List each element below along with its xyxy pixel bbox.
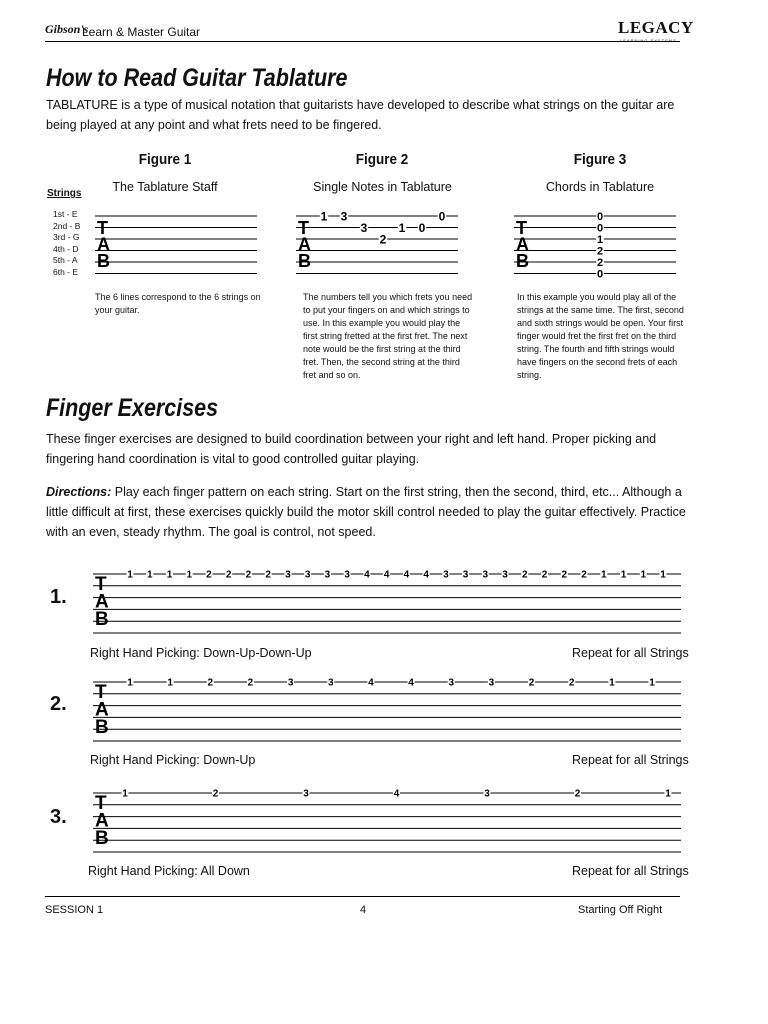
- fret-number: 2: [265, 569, 271, 581]
- exercise-2-picking: Right Hand Picking: Down-Up: [90, 753, 256, 767]
- fret-number: 2: [245, 569, 252, 581]
- tab-letter: B: [298, 251, 311, 272]
- fret-number: 1: [127, 677, 133, 689]
- publisher-logo: LEGACY: [618, 18, 694, 37]
- figure-3-title: Figure 3: [573, 151, 627, 168]
- fret-number: 1: [649, 677, 655, 689]
- fret-number: 3: [484, 788, 490, 800]
- fret-number: 1: [596, 233, 604, 246]
- fret-number: 3: [482, 569, 489, 581]
- fret-number: 1: [167, 677, 173, 689]
- fret-number: 1: [398, 220, 406, 235]
- fret-number: 1: [166, 569, 173, 581]
- fret-number: 4: [423, 569, 429, 581]
- tab-letter: A: [97, 234, 110, 255]
- brand-logo: Gibson's: [45, 22, 89, 36]
- fret-number: 1: [640, 569, 647, 581]
- fret-number: 3: [287, 677, 294, 689]
- exercise-3-picking: Right Hand Picking: All Down: [88, 864, 250, 878]
- fret-number: 4: [383, 569, 390, 581]
- footer-chapter: Starting Off Right: [578, 904, 663, 916]
- string-label: 2nd - B: [53, 220, 81, 231]
- string-label: 3rd - G: [53, 232, 80, 242]
- fret-number: 3: [502, 569, 508, 581]
- fret-number: 4: [393, 788, 400, 800]
- directions-text: [46, 482, 686, 542]
- fret-number: 2: [522, 569, 528, 581]
- fret-number: 1: [320, 209, 328, 224]
- exercise-2-staff: [93, 678, 681, 744]
- string-label: 4th - D: [53, 243, 79, 254]
- footer-rule: [45, 896, 680, 897]
- tab-letter: T: [95, 574, 107, 595]
- header-title: Learn & Master Guitar: [82, 25, 201, 39]
- figure-1-subtitle: The Tablature Staff: [112, 180, 218, 194]
- exercise-1-repeat: Repeat for all Strings: [572, 646, 689, 660]
- exercises-intro: These finger exercises are designed to build coordination between your right and left hand. Proper picking and fingering hand coordination is vital to good controlled guitar playing.: [46, 432, 657, 466]
- exercise-3-number: 3.: [50, 806, 67, 828]
- fret-number: 4: [403, 569, 410, 581]
- tab-letter: A: [95, 591, 109, 613]
- fret-number: 3: [304, 569, 311, 581]
- figure-3-subtitle: Chords in Tablature: [545, 180, 655, 194]
- exercise-1-staff: [93, 570, 681, 636]
- fret-number: 3: [360, 220, 368, 235]
- fret-number: 2: [541, 569, 548, 581]
- fret-number: 3: [303, 788, 309, 800]
- fret-number: 2: [528, 677, 535, 689]
- section-title-tablature: How to Read Guitar Tablature: [46, 64, 348, 92]
- fret-number: 0: [418, 220, 426, 235]
- tab-letter: A: [95, 699, 109, 721]
- fret-number: 2: [212, 788, 219, 800]
- fret-number: 1: [620, 569, 627, 581]
- tab-letter: B: [516, 251, 529, 272]
- fret-number: 1: [660, 569, 666, 581]
- tab-letter: A: [95, 810, 109, 832]
- tablature-intro: TABLATURE is a type of musical notation that guitarists have developed to describe what strings on the guitar are being played at any point and what frets need to be fingered.: [46, 98, 675, 132]
- fret-number: 1: [186, 569, 193, 581]
- tab-letter: T: [516, 218, 527, 238]
- tab-letter: B: [95, 716, 109, 738]
- fret-number: 0: [596, 222, 604, 235]
- fret-number: 1: [146, 569, 153, 581]
- figure-2-staff: [296, 209, 461, 278]
- figure-2-subtitle: Single Notes in Tablature: [313, 180, 452, 194]
- strings-legend: [53, 209, 83, 278]
- figure-2-title: Figure 2: [355, 151, 409, 168]
- fret-number: 3: [324, 569, 331, 581]
- exercise-1-picking: Right Hand Picking: Down-Up-Down-Up: [90, 646, 312, 660]
- fret-number: 3: [327, 677, 334, 689]
- string-label: 1st - E: [53, 209, 78, 219]
- fret-number: 0: [438, 209, 446, 224]
- fret-number: 2: [561, 569, 568, 581]
- fret-number: 1: [609, 677, 615, 689]
- tab-letter: A: [516, 234, 529, 255]
- fret-number: 2: [581, 569, 587, 581]
- figure-3-staff: [514, 210, 679, 281]
- footer-session: SESSION 1: [45, 904, 104, 916]
- fret-number: 3: [443, 569, 449, 581]
- fret-number: 1: [122, 788, 128, 800]
- figure-2-caption: The numbers tell you which frets you need to put your fingers on and which strings to use. In this example you would play the first string fretted at the first fret. The next note would be the first string at the third fret. Then, the second string at the third fret and so on.: [303, 292, 473, 380]
- tab-letter: B: [97, 251, 110, 272]
- directions-label: Directions:: [46, 485, 112, 499]
- string-label: 6th - E: [53, 266, 79, 277]
- fret-number: 0: [596, 210, 604, 223]
- fret-number: 3: [285, 569, 291, 581]
- fret-number: 3: [340, 209, 348, 224]
- fret-number: 4: [364, 569, 370, 581]
- fret-number: 3: [344, 569, 350, 581]
- fret-number: 3: [488, 677, 495, 689]
- footer-page-number: 4: [360, 904, 367, 916]
- tab-letter: A: [298, 234, 311, 255]
- figure-1-title: Figure 1: [138, 151, 192, 168]
- directions-body: Play each finger pattern on each string. Start on the first string, then the second, third, etc... Although a little difficult at first, these exercises quickly build the motor skill control needed to play the guitar effectively. Practice with an even, steady rhythm. The goal is control, not speed.: [46, 485, 686, 539]
- figure-1-staff: [95, 212, 260, 278]
- section-title-finger-exercises: Finger Exercises: [46, 394, 219, 422]
- exercise-1-number: 1.: [50, 586, 67, 608]
- header-rule: [45, 41, 680, 42]
- fret-number: 2: [596, 245, 604, 258]
- fret-number: 2: [379, 232, 387, 247]
- fret-number: 2: [225, 569, 232, 581]
- fret-number: 1: [600, 569, 607, 581]
- fret-number: 2: [574, 788, 581, 800]
- tab-letter: T: [298, 218, 309, 238]
- exercise-3-staff: [93, 789, 681, 855]
- figure-1-caption: The 6 lines correspond to the 6 strings on your guitar.: [95, 292, 261, 315]
- fret-number: 1: [665, 788, 671, 800]
- tab-letter: B: [95, 827, 109, 849]
- tab-letter: T: [97, 218, 108, 238]
- fret-number: 2: [207, 677, 214, 689]
- figure-3-caption: In this example you would play all of the strings at the same time. The first, second and sixth strings would be open. Your first finger would fret the first fret on the third string. The fourth and fifth strings would have fingers on the second frets of each string.: [517, 292, 684, 380]
- fret-number: 0: [596, 268, 604, 281]
- fret-number: 4: [408, 677, 414, 689]
- fret-number: 2: [206, 569, 212, 581]
- fret-number: 4: [368, 677, 374, 689]
- fret-number: 3: [448, 677, 455, 689]
- fret-number: 1: [127, 569, 133, 581]
- exercise-2-repeat: Repeat for all Strings: [572, 753, 689, 767]
- tab-letter: B: [95, 608, 109, 630]
- fret-number: 2: [596, 256, 604, 269]
- string-label: 5th - A: [53, 255, 78, 265]
- fret-number: 2: [247, 677, 254, 689]
- tab-letter: T: [95, 793, 107, 814]
- exercise-3-repeat: Repeat for all Strings: [572, 864, 689, 878]
- tab-letter: T: [95, 682, 107, 703]
- fret-number: 3: [462, 569, 469, 581]
- exercise-2-number: 2.: [50, 693, 67, 715]
- fret-number: 2: [568, 677, 575, 689]
- strings-heading: Strings: [47, 188, 82, 199]
